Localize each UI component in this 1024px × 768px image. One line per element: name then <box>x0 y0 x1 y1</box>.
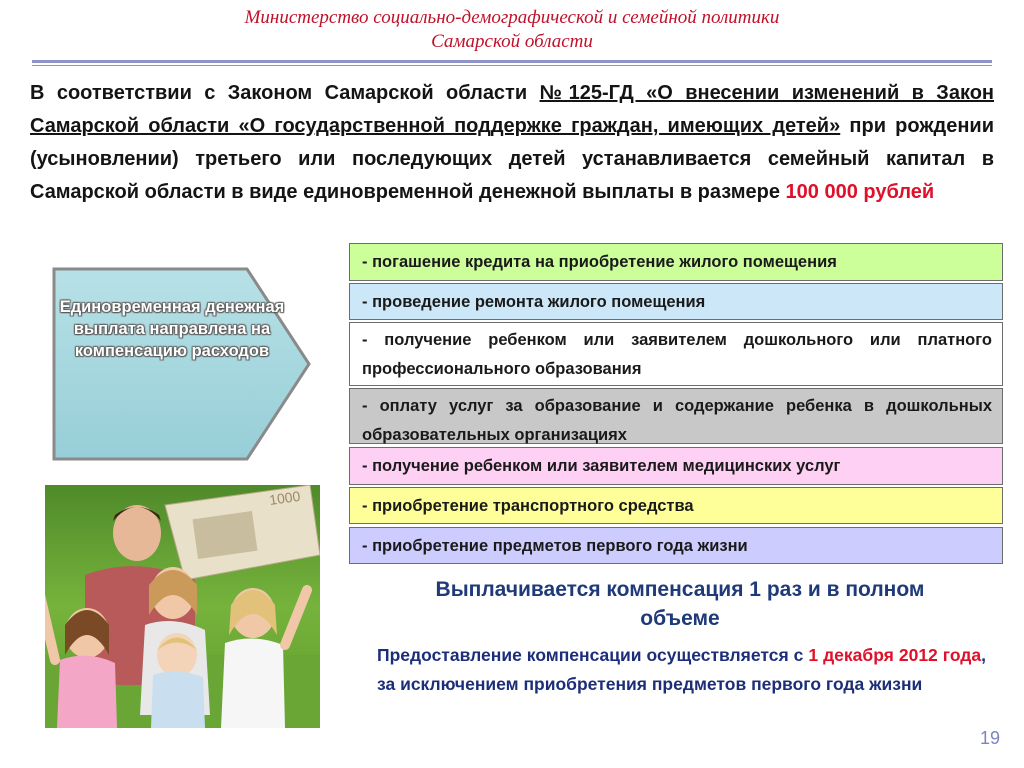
family-photo <box>45 485 320 728</box>
capital-amount: 100 000 рублей <box>785 181 935 203</box>
banknote-value: 1000 <box>268 487 302 508</box>
intro-paragraph <box>30 77 994 209</box>
law-reference: №125-ГД «О внесении изменений в Закон Самарской области «О государственной поддержке граждан, имеющих детей» <box>30 82 994 137</box>
compensation-statement: Выплачивается компенсация 1 раз и в полном объеме <box>435 578 925 630</box>
ministry-header <box>0 6 1024 54</box>
header-divider-thin <box>32 65 992 66</box>
use-item-credit: - погашение кредита на приобретение жилого помещения <box>349 243 1003 281</box>
compensation-note <box>377 641 986 699</box>
family-illustration <box>45 485 320 728</box>
note-text-start: Предоставление компенсации осуществляется с <box>377 645 809 665</box>
use-item-medical: - получение ребенком или заявителем медицинских услуг <box>349 447 1003 485</box>
intro-text-start: В соответствии с Законом Самарской области <box>30 82 540 104</box>
note-text-end: , за исключением приобретения предметов первого года жизни <box>377 645 987 694</box>
use-item-education: - получение ребенком или заявителем дошкольного или платного профессионального образования <box>349 322 1003 386</box>
use-item-preschool: - оплату услуг за образование и содержание ребенка в дошкольных образовательных организациях <box>349 388 1003 444</box>
header-divider-thick <box>32 60 992 63</box>
use-item-vehicle: - приобретение транспортного средства <box>349 487 1003 524</box>
chevron-label: Единовременная денежная выплата направлена на компенсацию расходов <box>59 298 285 360</box>
start-date: 1 декабря 2012 года <box>808 645 982 665</box>
header-line-2: Самарской области <box>431 31 593 52</box>
use-item-repair: - проведение ремонта жилого помещения <box>349 283 1003 320</box>
use-item-baby-goods: - приобретение предметов первого года жизни <box>349 527 1003 564</box>
payment-purpose-chevron <box>51 266 313 462</box>
intro-text-middle: при рождении (усыновлении) третьего или последующих детей устанавливается семейный капитал в Самарской области в виде единовременной денежной выплаты в размере <box>30 115 994 203</box>
header-line-1: Министерство социально-демографической и семейной политики <box>244 7 780 28</box>
page-number: 19 <box>979 728 1000 748</box>
